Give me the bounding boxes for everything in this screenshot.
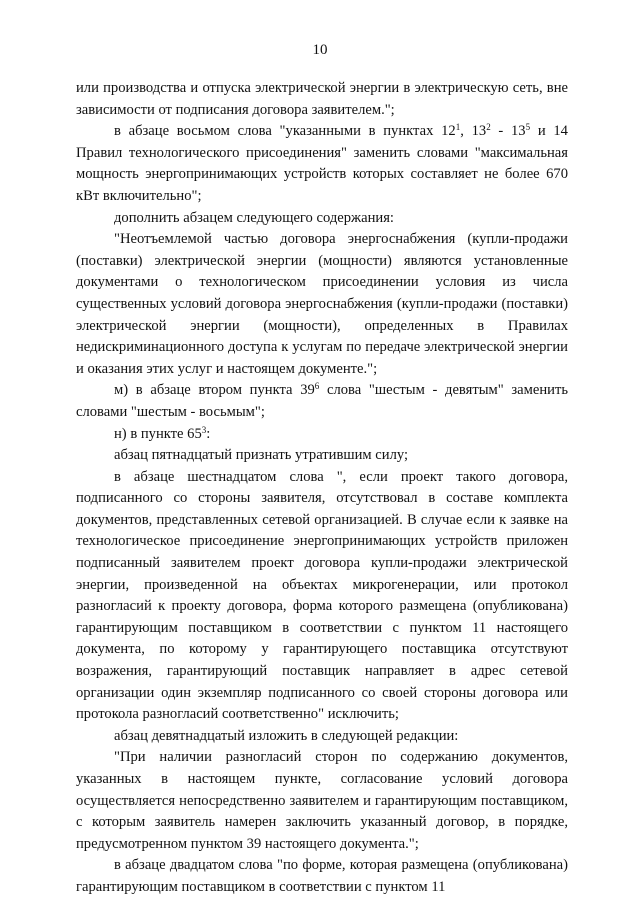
superscript-number: 6 (314, 381, 320, 392)
paragraph: дополнить абзацем следующего содержания: (114, 209, 394, 226)
paragraph-text: н) в пункте 65 (114, 425, 202, 442)
paragraph-text: - 13 (490, 123, 526, 140)
paragraph-text: и 14 Правил технологического присоединения" заменить словами "максимальная мощность энергопринимающих устройств которых составляет не более 670 кВт включительно"; (76, 123, 568, 204)
document-body (76, 78, 568, 899)
paragraph (76, 424, 568, 446)
paragraph: абзац пятнадцатый признать утратившим силу; (114, 447, 409, 464)
paragraph: в абзаце двадцатом слова "по форме, которая размещена (опубликована) гарантирующим поставщиком в соответствии с пунктом 11 (76, 857, 568, 895)
paragraph-text: в абзаце восьмом слова "указанными в пунктах 12 (114, 123, 456, 140)
paragraph (76, 121, 568, 207)
paragraph: "Неотъемлемой частью договора энергоснабжения (купли-продажи (поставки) электрической энергии (мощности) являются установленные документами о технологическом присоединении условия из числа существенных условий договора энергоснабжения (купли-продажи (поставки) электрической энергии (мощности), определенных в Правилах недискриминационного доступа к услугам по передаче электрической энергии и оказания этих услуг и настоящем документе."; (76, 231, 568, 377)
paragraph: или производства и отпуска электрической энергии в электрическую сеть, вне зависимости от подписания договора заявителем."; (76, 80, 568, 118)
paragraph: "При наличии разногласий сторон по содержанию документов, указанных в настоящем пункте, согласование условий договора осуществляется непосредственно заявителем и гарантирующим поставщиком, с которым заявитель намерен заключить указанный договор, в порядке, предусмотренном пунктом 39 настоящего документа."; (76, 749, 568, 852)
superscript-number: 5 (525, 122, 531, 133)
paragraph (76, 380, 568, 423)
paragraph: в абзаце шестнадцатом слова ", если проект такого договора, подписанного со стороны заявителя, отсутствовал в составе комплекта документов, представленных сетевой организацией. В случае если к заявке на технологическое присоединение энергопринимающих устройств приложен подписанный заявителем проект договора купли-продажи электрической энергии, произведенной на объектах микрогенерации, или протокол разногласий к проекту договора, форма которого размещена (опубликована) гарантирующим поставщиком в соответствии с пунктом 11 настоящего документа, по которому у гарантирующего поставщика отсутствуют возражения, гарантирующий поставщик направляет в адрес сетевой организации один экземпляр подписанного со своей стороны договора или протокола разногласий соответственно" исключить; (76, 468, 568, 723)
paragraph-text: м) в абзаце втором пункта 39 (114, 382, 315, 399)
paragraph: абзац девятнадцатый изложить в следующей редакции: (114, 727, 459, 744)
superscript-number: 1 (455, 122, 461, 133)
page-number: 10 (312, 42, 328, 58)
paragraph-text: : (206, 425, 211, 442)
paragraph-text: слова "шестым - девятым" заменить словами "шестым - восьмым"; (76, 382, 568, 420)
superscript-number: 3 (201, 424, 207, 435)
paragraph-text: , 13 (460, 123, 487, 140)
superscript-number: 2 (486, 122, 491, 133)
